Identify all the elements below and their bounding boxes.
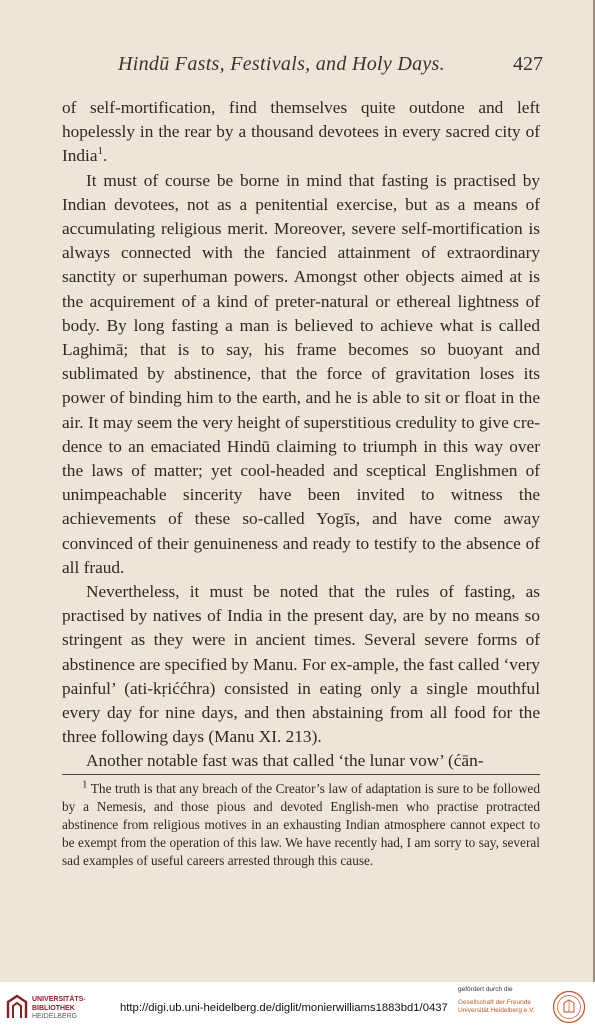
library-line-2: BIBLIOTHEK <box>32 1004 75 1012</box>
funding-credit[interactable] <box>458 986 548 1016</box>
funding-label: gefördert durch die <box>458 986 513 993</box>
paragraph-2: It must of course be borne in mind that fasting is practised by Indian devotees, not as a penitential exercise, but as a means of accumulating religious merit. Moreover, severe self-mortification is always connected with the fancied attainment of extraordinary sanctity or superhuman powers. Amongst other objects aimed at is the acquirement of a kind of preter-natural or ethereal lightness of body. By long fasting a man is believed to achieve what is called Laghimā; that is to say, his frame becomes so buoyant and sublimated by abstinence, that the force of gravitation loses its power of binding him to the earth, and he is able to sit or float in the air. It may seem the very height of superstitious credulity to give cre-dence to an emaciated Hindū claiming to triumph in this way over the laws of matter; yet cool-headed and sceptical Englishmen of unimpeachable sincerity have been invited to witness the achievements of these so-called Yogīs, and have come away convinced of their genuineness and ready to testify to the absence of all fraud. <box>62 170 540 577</box>
footnote-marker: 1 <box>82 778 88 791</box>
paragraph-3: Nevertheless, it must be noted that the rules of fasting, as practised by natives of India in the present day, are by no means so stringent as they were in ancient times. Several severe forms of abstinence are specified by Manu. For ex-ample, the fast called ‘very painful’ (ati-kṛiććhra) consisted in eating only a single mouthful every day for nine days, and then abstaining from all food for the three following days (Manu XI. 213). <box>62 582 540 747</box>
footnote <box>62 780 540 870</box>
footnote-text: The truth is that any breach of the Creator’s law of adaptation is sure to be followed by a Nemesis, and those pious and devoted English-men who practise protracted abstinence from religious motives in an exhausting Indian atmosphere cannot expect to be exempt from the operation of this law. We have recently had, I am sorry to say, several sad examples of useful careers arrested through this cause. <box>62 781 540 868</box>
paragraph-1-text: of self-mortification, find themselves quite outdone and left hopelessly in the rear by a thousand devotees in every sacred city of India <box>62 98 540 166</box>
body-text <box>62 96 540 774</box>
ub-heidelberg-logo-icon[interactable] <box>6 994 28 1020</box>
page-number: 427 <box>513 53 543 75</box>
footnote-rule <box>62 774 540 775</box>
university-seal-icon <box>552 990 586 1024</box>
viewer-footer <box>0 982 595 1030</box>
paragraph-4: Another notable fast was that called ‘the lunar vow’ (ćān- <box>86 751 484 771</box>
society-line-1: Gesellschaft der Freunde <box>458 998 531 1006</box>
paragraph-1-end: . <box>103 146 108 166</box>
paragraph-1 <box>62 96 540 169</box>
library-line-3: HEIDELBERG <box>32 1013 78 1020</box>
footnote-reference[interactable]: 1 <box>97 145 104 158</box>
running-title: Hindū Fasts, Festivals, and Holy Days. <box>118 53 445 75</box>
library-line-1: UNIVERSITÄTS- <box>32 996 86 1003</box>
society-line-2: Universität Heidelberg e.V. <box>458 1007 535 1014</box>
running-head <box>118 53 543 83</box>
document-url-link[interactable]: http://digi.ub.uni-heidelberg.de/diglit/monierwilliams1883bd1/0437 <box>120 1002 448 1014</box>
library-name[interactable] <box>32 996 86 1022</box>
